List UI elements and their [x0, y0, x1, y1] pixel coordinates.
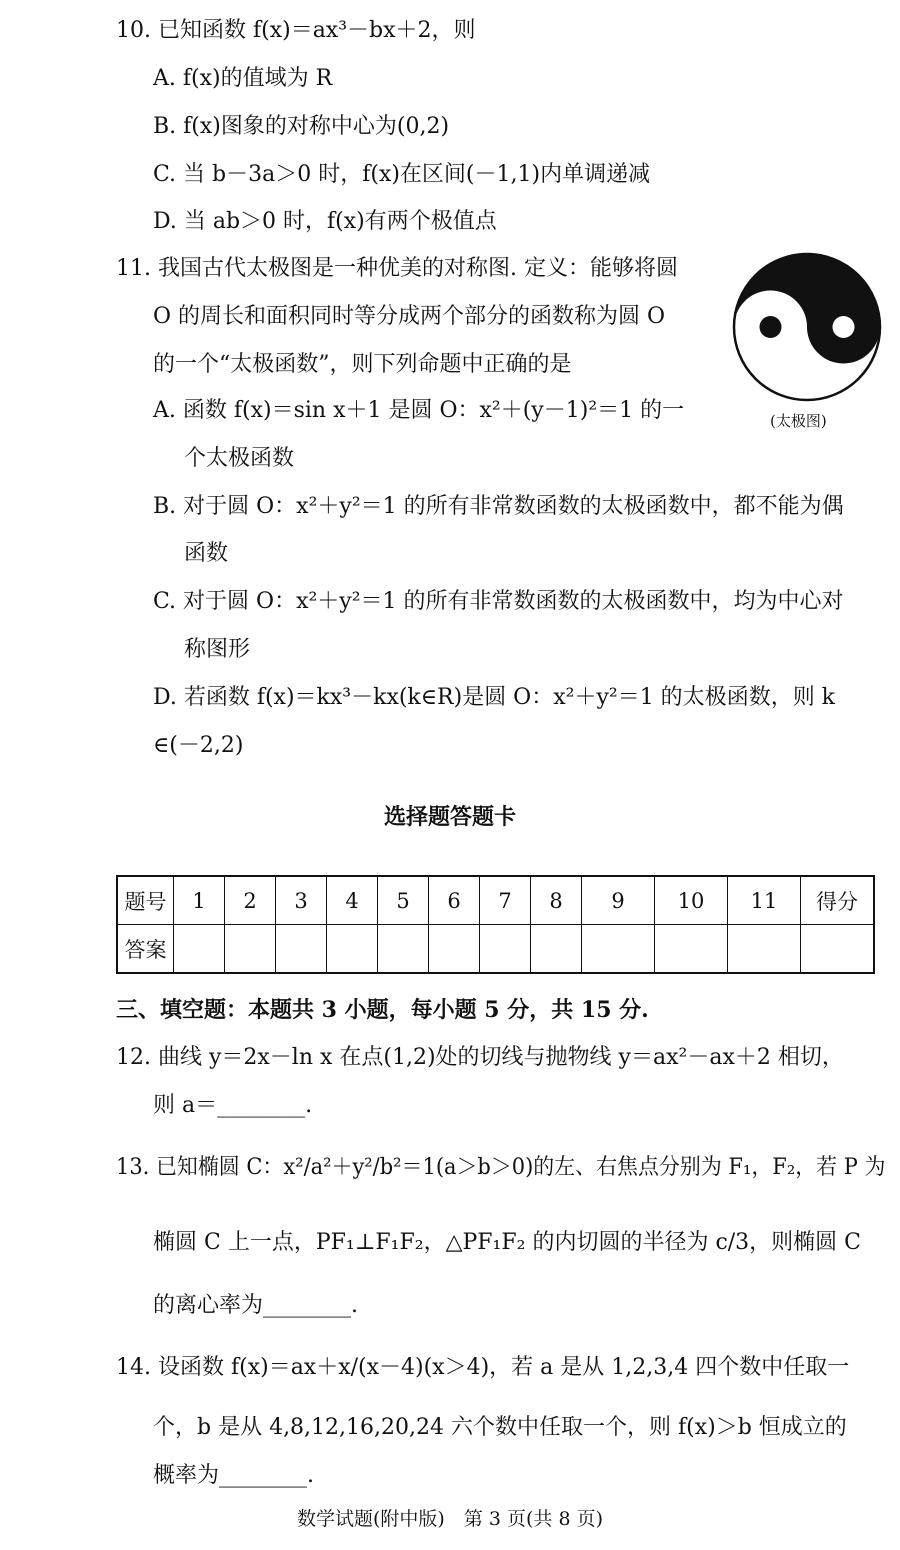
answer-cell[interactable] — [225, 925, 276, 974]
q10-option-a: A. f(x)的值域为 R — [153, 66, 333, 91]
page-footer: 数学试题(附中版) 第 3 页(共 8 页) — [297, 1508, 603, 1530]
question-number-cell: 4 — [327, 876, 378, 925]
figure-caption: (太极图) — [770, 412, 827, 430]
answer-cell[interactable] — [655, 925, 728, 974]
answer-cell[interactable] — [582, 925, 655, 974]
answer-card-answer-row — [117, 925, 874, 974]
row-header-score: 得分 — [801, 876, 875, 925]
q10-option-b: B. f(x)图象的对称中心为(0,2) — [153, 114, 450, 139]
question-number-cell: 5 — [378, 876, 429, 925]
answer-cell[interactable] — [276, 925, 327, 974]
q11-stem-line3: 的一个“太极函数”，则下列命题中正确的是 — [153, 352, 572, 377]
q11-option-d-line2: ∈(－2,2) — [153, 733, 244, 758]
q11-stem-line1: 11. 我国古代太极图是一种优美的对称图. 定义：能够将圆 — [116, 256, 678, 281]
q10-stem: 10. 已知函数 f(x)＝ax³－bx＋2，则 — [116, 18, 476, 43]
q10-option-c: C. 当 b－3a＞0 时，f(x)在区间(－1,1)内单调递减 — [153, 162, 651, 187]
question-number-cell: 10 — [655, 876, 728, 925]
answer-cell[interactable] — [728, 925, 801, 974]
answer-cell[interactable] — [327, 925, 378, 974]
question-number-cell: 6 — [429, 876, 480, 925]
q11-option-d-line1: D. 若函数 f(x)＝kx³－kx(k∈R)是圆 O：x²＋y²＝1 的太极函数，则 k — [153, 685, 836, 710]
answer-card-number-row — [117, 876, 874, 925]
question-number-cell: 2 — [225, 876, 276, 925]
answer-card-table — [116, 875, 875, 974]
taiji-figure — [730, 250, 884, 404]
question-number-cell: 8 — [531, 876, 582, 925]
q11-option-b-line2: 函数 — [184, 541, 229, 566]
q12-line2: 则 a＝________. — [153, 1093, 313, 1118]
section-heading: 三、填空题：本题共 3 小题，每小题 5 分，共 15 分. — [116, 997, 649, 1023]
q12-line1: 12. 曲线 y＝2x－ln x 在点(1,2)处的切线与抛物线 y＝ax²－ax＋2 相切， — [116, 1045, 844, 1070]
answer-cell[interactable] — [174, 925, 225, 974]
answer-cell[interactable] — [480, 925, 531, 974]
row-header-answer: 答案 — [117, 925, 174, 974]
question-number-cell: 11 — [728, 876, 801, 925]
row-header-question-number: 题号 — [117, 876, 174, 925]
answer-card-title: 选择题答题卡 — [383, 804, 516, 830]
q11-option-b-line1: B. 对于圆 O：x²＋y²＝1 的所有非常数函数的太极函数中，都不能为偶 — [153, 494, 844, 519]
q13-line1: 13. 已知椭圆 C：x²/a²＋y²/b²＝1(a＞b＞0)的左、右焦点分别为 F₁，F₂，若 P 为 — [116, 1155, 886, 1180]
answer-cell[interactable] — [378, 925, 429, 974]
q13-line3: 的离心率为________. — [153, 1293, 358, 1318]
question-number-cell: 7 — [480, 876, 531, 925]
q14-line1: 14. 设函数 f(x)＝ax＋x/(x－4)(x＞4)，若 a 是从 1,2,3,4 四个数中任取一 — [116, 1355, 850, 1380]
question-number-cell: 1 — [174, 876, 225, 925]
q11-option-a-line2: 个太极函数 — [184, 446, 295, 471]
question-number-cell: 9 — [582, 876, 655, 925]
q10-option-d: D. 当 ab＞0 时，f(x)有两个极值点 — [153, 209, 497, 234]
q11-option-a-line1: A. 函数 f(x)＝sin x＋1 是圆 O：x²＋(y－1)²＝1 的一 — [153, 398, 685, 423]
q14-line2: 个，b 是从 4,8,12,16,20,24 六个数中任取一个，则 f(x)＞b 恒成立的 — [153, 1415, 847, 1440]
q14-line3: 概率为________. — [153, 1463, 314, 1488]
q13-line2: 椭圆 C 上一点，PF₁⊥F₁F₂，△PF₁F₂ 的内切圆的半径为 c/3，则椭圆 C — [153, 1230, 861, 1255]
score-cell[interactable] — [801, 925, 875, 974]
q11-option-c-line2: 称图形 — [184, 637, 251, 662]
answer-cell[interactable] — [429, 925, 480, 974]
q11-stem-line2: O 的周长和面积同时等分成两个部分的函数称为圆 O — [153, 304, 666, 329]
answer-cell[interactable] — [531, 925, 582, 974]
q11-option-c-line1: C. 对于圆 O：x²＋y²＝1 的所有非常数函数的太极函数中，均为中心对 — [153, 589, 844, 614]
question-number-cell: 3 — [276, 876, 327, 925]
